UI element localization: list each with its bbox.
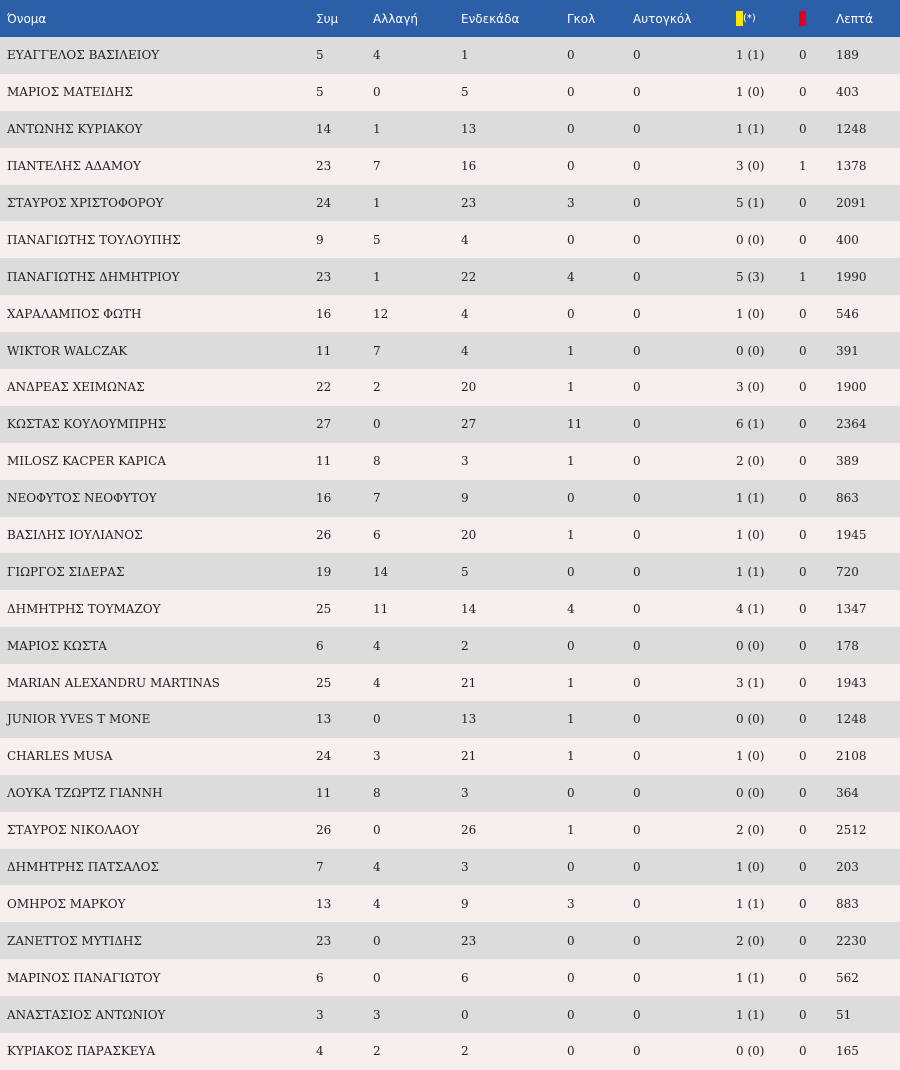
player-starts: 20 xyxy=(461,528,477,543)
player-goals: 11 xyxy=(567,417,583,432)
player-starts: 2 xyxy=(461,638,469,653)
player-apps: 23 xyxy=(316,933,332,948)
col-header-goals[interactable]: Γκολ xyxy=(567,11,596,26)
player-yellow-cards: 0 (0) xyxy=(736,232,765,247)
player-yellow-cards: 0 (0) xyxy=(736,1044,765,1059)
col-header-own-goals[interactable]: Αυτογκόλ xyxy=(633,11,692,26)
player-yellow-cards: 1 (1) xyxy=(736,491,765,506)
player-apps: 24 xyxy=(316,196,332,210)
player-goals: 1 xyxy=(567,749,575,764)
table-row xyxy=(0,480,900,517)
player-apps: 4 xyxy=(316,1044,324,1059)
player-own-goals: 0 xyxy=(633,196,641,210)
player-minutes: 51 xyxy=(836,1007,852,1022)
table-row xyxy=(0,37,900,74)
player-subs: 4 xyxy=(373,860,381,875)
player-minutes: 2091 xyxy=(836,196,867,210)
player-subs: 4 xyxy=(373,675,381,690)
player-apps: 6 xyxy=(316,638,324,653)
player-minutes: 883 xyxy=(836,896,859,911)
red-card-icon xyxy=(799,11,806,26)
player-yellow-cards: 3 (0) xyxy=(736,380,765,395)
col-header-minutes[interactable]: Λεπτά xyxy=(836,11,874,26)
player-subs: 4 xyxy=(373,896,381,911)
player-apps: 5 xyxy=(316,85,324,100)
player-subs: 0 xyxy=(373,712,381,727)
player-subs: 2 xyxy=(373,380,381,395)
player-subs: 3 xyxy=(373,749,381,764)
player-red-cards: 0 xyxy=(799,970,807,985)
player-yellow-cards: 0 (0) xyxy=(736,786,765,801)
player-yellow-cards: 2 (0) xyxy=(736,823,765,838)
player-starts: 3 xyxy=(461,860,469,875)
player-goals: 0 xyxy=(567,48,575,63)
player-yellow-cards: 1 (0) xyxy=(736,306,765,321)
player-goals: 1 xyxy=(567,823,575,838)
player-name[interactable]: MILOSZ KACPER KAPICA xyxy=(7,454,167,469)
player-apps: 23 xyxy=(316,269,332,284)
player-red-cards: 0 xyxy=(799,564,807,579)
player-minutes: 863 xyxy=(836,491,859,506)
table-row xyxy=(0,517,900,554)
player-subs: 1 xyxy=(373,122,381,137)
player-minutes: 546 xyxy=(836,306,859,321)
table-row xyxy=(0,443,900,480)
player-own-goals: 0 xyxy=(633,454,641,469)
col-header-yellow-cards[interactable] xyxy=(736,0,799,37)
table-row xyxy=(0,885,900,922)
player-starts: 9 xyxy=(461,491,469,506)
player-starts: 21 xyxy=(461,675,477,690)
player-red-cards: 0 xyxy=(799,48,807,63)
player-name[interactable]: ΖΑΝΕΤΤΟΣ ΜΥΤΙΔΗΣ xyxy=(7,933,142,948)
player-minutes: 720 xyxy=(836,564,859,579)
player-yellow-cards: 1 (1) xyxy=(736,48,765,63)
player-own-goals: 0 xyxy=(633,269,641,284)
player-own-goals: 0 xyxy=(633,970,641,985)
table-body xyxy=(0,37,900,1070)
player-minutes: 1248 xyxy=(836,122,867,137)
player-red-cards: 0 xyxy=(799,896,807,911)
player-subs: 2 xyxy=(373,1044,381,1059)
player-minutes: 189 xyxy=(836,48,859,63)
player-apps: 25 xyxy=(316,601,332,616)
player-goals: 0 xyxy=(567,491,575,506)
player-own-goals: 0 xyxy=(633,638,641,653)
player-red-cards: 0 xyxy=(799,85,807,100)
player-name[interactable]: ΣΤΑΥΡΟΣ ΝΙΚΟΛΑΟΥ xyxy=(7,823,140,838)
player-own-goals: 0 xyxy=(633,712,641,727)
player-yellow-cards: 3 (0) xyxy=(736,159,765,174)
player-name[interactable]: ΧΑΡΑΛΑΜΠΟΣ ΦΩΤΗ xyxy=(7,306,142,321)
player-yellow-cards: 1 (1) xyxy=(736,122,765,137)
player-subs: 3 xyxy=(373,1007,381,1022)
table-row xyxy=(0,701,900,738)
table-row xyxy=(0,664,900,701)
player-goals: 0 xyxy=(567,85,575,100)
player-red-cards: 0 xyxy=(799,343,807,358)
player-goals: 3 xyxy=(567,196,575,210)
player-own-goals: 0 xyxy=(633,564,641,579)
player-subs: 0 xyxy=(373,933,381,948)
player-own-goals: 0 xyxy=(633,85,641,100)
player-starts: 22 xyxy=(461,269,477,284)
player-apps: 13 xyxy=(316,896,332,911)
player-own-goals: 0 xyxy=(633,1007,641,1022)
table-row xyxy=(0,406,900,443)
player-starts: 16 xyxy=(461,159,477,174)
player-yellow-cards: 1 (1) xyxy=(736,896,765,911)
player-starts: 3 xyxy=(461,454,469,469)
player-starts: 13 xyxy=(461,122,477,137)
player-goals: 1 xyxy=(567,712,575,727)
player-red-cards: 0 xyxy=(799,675,807,690)
table-row xyxy=(0,221,900,258)
col-header-red-cards[interactable] xyxy=(799,0,836,37)
player-yellow-cards: 1 (1) xyxy=(736,970,765,985)
player-red-cards: 1 xyxy=(799,159,807,174)
player-starts: 0 xyxy=(461,1007,469,1022)
player-yellow-cards: 0 (0) xyxy=(736,343,765,358)
player-name[interactable]: ΠΑΝΑΓΙΩΤΗΣ ΤΟΥΛΟΥΠΗΣ xyxy=(7,232,181,247)
player-subs: 5 xyxy=(373,232,381,247)
player-yellow-cards: 6 (1) xyxy=(736,417,765,432)
player-yellow-cards: 2 (0) xyxy=(736,454,765,469)
player-minutes: 1347 xyxy=(836,601,867,616)
player-subs: 8 xyxy=(373,786,381,801)
col-header-apps[interactable]: Συμ xyxy=(316,11,339,26)
player-goals: 1 xyxy=(567,675,575,690)
table-row xyxy=(0,738,900,775)
player-name[interactable]: ΚΩΣΤΑΣ ΚΟΥΛΟΥΜΠΡΗΣ xyxy=(7,417,167,432)
player-minutes: 1248 xyxy=(836,712,867,727)
table-header-row xyxy=(0,0,900,37)
player-red-cards: 0 xyxy=(799,749,807,764)
table-row xyxy=(0,775,900,812)
player-starts: 2 xyxy=(461,1044,469,1059)
table-row xyxy=(0,849,900,886)
player-goals: 0 xyxy=(567,933,575,948)
player-starts: 1 xyxy=(461,48,469,63)
player-minutes: 165 xyxy=(836,1044,859,1059)
table-row xyxy=(0,185,900,222)
player-own-goals: 0 xyxy=(633,232,641,247)
player-red-cards: 0 xyxy=(799,380,807,395)
player-own-goals: 0 xyxy=(633,675,641,690)
player-yellow-cards: 1 (0) xyxy=(736,85,765,100)
table-row xyxy=(0,996,900,1033)
player-minutes: 178 xyxy=(836,638,859,653)
player-minutes: 203 xyxy=(836,860,859,875)
player-name[interactable]: ΔΗΜΗΤΡΗΣ ΠΑΤΣΑΛΟΣ xyxy=(7,860,159,875)
player-apps: 11 xyxy=(316,786,332,801)
player-own-goals: 0 xyxy=(633,823,641,838)
player-starts: 21 xyxy=(461,749,477,764)
player-red-cards: 0 xyxy=(799,638,807,653)
player-own-goals: 0 xyxy=(633,749,641,764)
player-name[interactable]: ΠΑΝΤΕΛΗΣ ΑΔΑΜΟΥ xyxy=(7,159,141,174)
col-header-name[interactable]: Όνομα xyxy=(7,11,47,26)
player-red-cards: 0 xyxy=(799,933,807,948)
player-apps: 11 xyxy=(316,454,332,469)
player-subs: 12 xyxy=(373,306,389,321)
table-row xyxy=(0,1033,900,1070)
player-own-goals: 0 xyxy=(633,306,641,321)
player-apps: 7 xyxy=(316,860,324,875)
player-goals: 1 xyxy=(567,528,575,543)
player-goals: 0 xyxy=(567,786,575,801)
player-red-cards: 0 xyxy=(799,454,807,469)
player-apps: 23 xyxy=(316,159,332,174)
player-apps: 13 xyxy=(316,712,332,727)
player-apps: 25 xyxy=(316,675,332,690)
player-own-goals: 0 xyxy=(633,122,641,137)
player-goals: 0 xyxy=(567,638,575,653)
player-apps: 26 xyxy=(316,528,332,543)
player-name[interactable]: ΝΕΟΦΥΤΟΣ ΝΕΟΦΥΤΟΥ xyxy=(7,491,157,506)
player-yellow-cards: 2 (0) xyxy=(736,933,765,948)
player-starts: 27 xyxy=(461,417,477,432)
player-subs: 1 xyxy=(373,269,381,284)
player-apps: 19 xyxy=(316,564,332,579)
player-subs: 0 xyxy=(373,823,381,838)
player-goals: 0 xyxy=(567,122,575,137)
player-goals: 4 xyxy=(567,269,575,284)
player-apps: 27 xyxy=(316,417,332,432)
player-name[interactable]: ΑΝΔΡΕΑΣ ΧΕΙΜΩΝΑΣ xyxy=(7,380,145,395)
player-starts: 4 xyxy=(461,343,469,358)
table-row xyxy=(0,111,900,148)
player-minutes: 391 xyxy=(836,343,859,358)
player-apps: 24 xyxy=(316,749,332,764)
player-starts: 26 xyxy=(461,823,477,838)
player-goals: 0 xyxy=(567,970,575,985)
table-row xyxy=(0,369,900,406)
player-red-cards: 1 xyxy=(799,269,807,284)
player-starts: 3 xyxy=(461,786,469,801)
player-name[interactable]: ΓΙΩΡΓΟΣ ΣΙΔΕΡΑΣ xyxy=(7,564,125,579)
player-starts: 9 xyxy=(461,896,469,911)
player-goals: 1 xyxy=(567,343,575,358)
player-goals: 0 xyxy=(567,1007,575,1022)
player-red-cards: 0 xyxy=(799,786,807,801)
player-apps: 9 xyxy=(316,232,324,247)
player-name[interactable]: ΑΝΑΣΤΑΣΙΟΣ ΑΝΤΩΝΙΟΥ xyxy=(7,1007,166,1022)
player-own-goals: 0 xyxy=(633,528,641,543)
player-yellow-cards: 1 (1) xyxy=(736,1007,765,1022)
player-starts: 23 xyxy=(461,933,477,948)
player-name[interactable]: CHARLES MUSA xyxy=(7,749,113,764)
player-red-cards: 0 xyxy=(799,1007,807,1022)
player-red-cards: 0 xyxy=(799,196,807,210)
player-goals: 0 xyxy=(567,564,575,579)
player-yellow-cards: 4 (1) xyxy=(736,601,765,616)
player-own-goals: 0 xyxy=(633,380,641,395)
player-goals: 0 xyxy=(567,159,575,174)
player-name[interactable]: ΜΑΡΙΟΣ ΚΩΣΤΑ xyxy=(7,638,107,653)
player-subs: 4 xyxy=(373,48,381,63)
table-row xyxy=(0,258,900,295)
player-goals: 3 xyxy=(567,896,575,911)
player-subs: 1 xyxy=(373,196,381,210)
player-yellow-cards: 0 (0) xyxy=(736,638,765,653)
player-subs: 14 xyxy=(373,564,389,579)
player-subs: 8 xyxy=(373,454,381,469)
table-row xyxy=(0,332,900,369)
player-name[interactable]: JUNIOR YVES T MONE xyxy=(7,712,151,727)
player-yellow-cards: 1 (0) xyxy=(736,528,765,543)
table-row xyxy=(0,627,900,664)
player-subs: 0 xyxy=(373,970,381,985)
player-apps: 16 xyxy=(316,306,332,321)
player-minutes: 1943 xyxy=(836,675,867,690)
player-subs: 11 xyxy=(373,601,389,616)
table-row xyxy=(0,295,900,332)
player-own-goals: 0 xyxy=(633,933,641,948)
player-yellow-cards: 1 (0) xyxy=(736,749,765,764)
player-red-cards: 0 xyxy=(799,232,807,247)
player-goals: 0 xyxy=(567,232,575,247)
player-apps: 11 xyxy=(316,343,332,358)
player-yellow-cards: 1 (1) xyxy=(736,564,765,579)
yellow-card-note: (*) xyxy=(743,13,756,24)
player-minutes: 1945 xyxy=(836,528,867,543)
player-own-goals: 0 xyxy=(633,1044,641,1059)
player-red-cards: 0 xyxy=(799,417,807,432)
player-starts: 13 xyxy=(461,712,477,727)
player-red-cards: 0 xyxy=(799,1044,807,1059)
player-subs: 7 xyxy=(373,491,381,506)
player-starts: 4 xyxy=(461,306,469,321)
player-apps: 26 xyxy=(316,823,332,838)
player-red-cards: 0 xyxy=(799,306,807,321)
player-yellow-cards: 3 (1) xyxy=(736,675,765,690)
player-minutes: 400 xyxy=(836,232,859,247)
player-name[interactable]: ΕΥΑΓΓΕΛΟΣ ΒΑΣΙΛΕΙΟΥ xyxy=(7,48,160,63)
player-starts: 14 xyxy=(461,601,477,616)
player-starts: 5 xyxy=(461,564,469,579)
player-name[interactable]: ΜΑΡΙΟΣ ΜΑΤΕΙΔΗΣ xyxy=(7,85,133,100)
col-header-subs[interactable]: Αλλαγή xyxy=(373,11,419,26)
player-red-cards: 0 xyxy=(799,491,807,506)
player-own-goals: 0 xyxy=(633,896,641,911)
player-apps: 3 xyxy=(316,1007,324,1022)
player-goals: 0 xyxy=(567,306,575,321)
player-subs: 4 xyxy=(373,638,381,653)
player-own-goals: 0 xyxy=(633,48,641,63)
player-minutes: 2364 xyxy=(836,417,867,432)
player-goals: 0 xyxy=(567,860,575,875)
player-minutes: 2512 xyxy=(836,823,867,838)
player-minutes: 2230 xyxy=(836,933,867,948)
player-name[interactable]: ΑΝΤΩΝΗΣ ΚΥΡΙΑΚΟΥ xyxy=(7,122,143,137)
player-minutes: 364 xyxy=(836,786,859,801)
table-row xyxy=(0,553,900,590)
player-red-cards: 0 xyxy=(799,528,807,543)
table-row xyxy=(0,959,900,996)
player-name[interactable]: ΒΑΣΙΛΗΣ ΙΟΥΛΙΑΝΟΣ xyxy=(7,528,143,543)
player-red-cards: 0 xyxy=(799,860,807,875)
player-subs: 7 xyxy=(373,159,381,174)
player-goals: 1 xyxy=(567,380,575,395)
player-minutes: 403 xyxy=(836,85,859,100)
player-name[interactable]: WIKTOR WALCZAK xyxy=(7,343,128,358)
player-red-cards: 0 xyxy=(799,712,807,727)
player-subs: 0 xyxy=(373,417,381,432)
player-minutes: 389 xyxy=(836,454,859,469)
player-starts: 4 xyxy=(461,232,469,247)
table-row xyxy=(0,812,900,849)
player-own-goals: 0 xyxy=(633,159,641,174)
player-apps: 5 xyxy=(316,48,324,63)
player-subs: 0 xyxy=(373,85,381,100)
player-subs: 6 xyxy=(373,528,381,543)
player-name[interactable]: ΟΜΗΡΟΣ ΜΑΡΚΟΥ xyxy=(7,896,126,911)
player-apps: 6 xyxy=(316,970,324,985)
player-own-goals: 0 xyxy=(633,343,641,358)
player-red-cards: 0 xyxy=(799,122,807,137)
player-red-cards: 0 xyxy=(799,823,807,838)
table-row xyxy=(0,148,900,185)
player-own-goals: 0 xyxy=(633,860,641,875)
player-own-goals: 0 xyxy=(633,417,641,432)
player-minutes: 1378 xyxy=(836,159,867,174)
player-minutes: 1990 xyxy=(836,269,867,284)
table-row xyxy=(0,922,900,959)
player-apps: 14 xyxy=(316,122,332,137)
player-name[interactable]: ΔΗΜΗΤΡΗΣ ΤΟΥΜΑΖΟΥ xyxy=(7,601,161,616)
player-goals: 0 xyxy=(567,1044,575,1059)
player-name[interactable]: ΣΤΑΥΡΟΣ ΧΡΙΣΤΟΦΟΡΟΥ xyxy=(7,196,164,210)
player-name[interactable]: ΚΥΡΙΑΚΟΣ ΠΑΡΑΣΚΕΥΑ xyxy=(7,1044,156,1059)
player-apps: 16 xyxy=(316,491,332,506)
player-name[interactable]: ΛΟΥΚΑ ΤΖΩΡΤΖ ΓΙΑΝΝΗ xyxy=(7,786,163,801)
player-name[interactable]: MARIAN ALEXANDRU MARTINAS xyxy=(7,675,220,690)
player-yellow-cards: 5 (1) xyxy=(736,196,765,210)
player-goals: 4 xyxy=(567,601,575,616)
player-own-goals: 0 xyxy=(633,491,641,506)
player-yellow-cards: 5 (3) xyxy=(736,269,765,284)
table-row xyxy=(0,590,900,627)
player-yellow-cards: 1 (0) xyxy=(736,860,765,875)
player-name[interactable]: ΠΑΝΑΓΙΩΤΗΣ ΔΗΜΗΤΡΙΟΥ xyxy=(7,269,180,284)
player-own-goals: 0 xyxy=(633,601,641,616)
player-apps: 22 xyxy=(316,380,332,395)
player-starts: 5 xyxy=(461,85,469,100)
yellow-card-icon xyxy=(736,11,743,26)
player-starts: 23 xyxy=(461,196,477,210)
player-own-goals: 0 xyxy=(633,786,641,801)
table-row xyxy=(0,74,900,111)
player-yellow-cards: 0 (0) xyxy=(736,712,765,727)
player-minutes: 1900 xyxy=(836,380,867,395)
player-starts: 6 xyxy=(461,970,469,985)
player-starts: 20 xyxy=(461,380,477,395)
player-minutes: 2108 xyxy=(836,749,867,764)
player-name[interactable]: ΜΑΡΙΝΟΣ ΠΑΝΑΓΙΩΤΟΥ xyxy=(7,970,161,985)
player-red-cards: 0 xyxy=(799,601,807,616)
player-subs: 7 xyxy=(373,343,381,358)
col-header-starts[interactable]: Ενδεκάδα xyxy=(461,11,520,26)
player-goals: 1 xyxy=(567,454,575,469)
player-minutes: 562 xyxy=(836,970,859,985)
